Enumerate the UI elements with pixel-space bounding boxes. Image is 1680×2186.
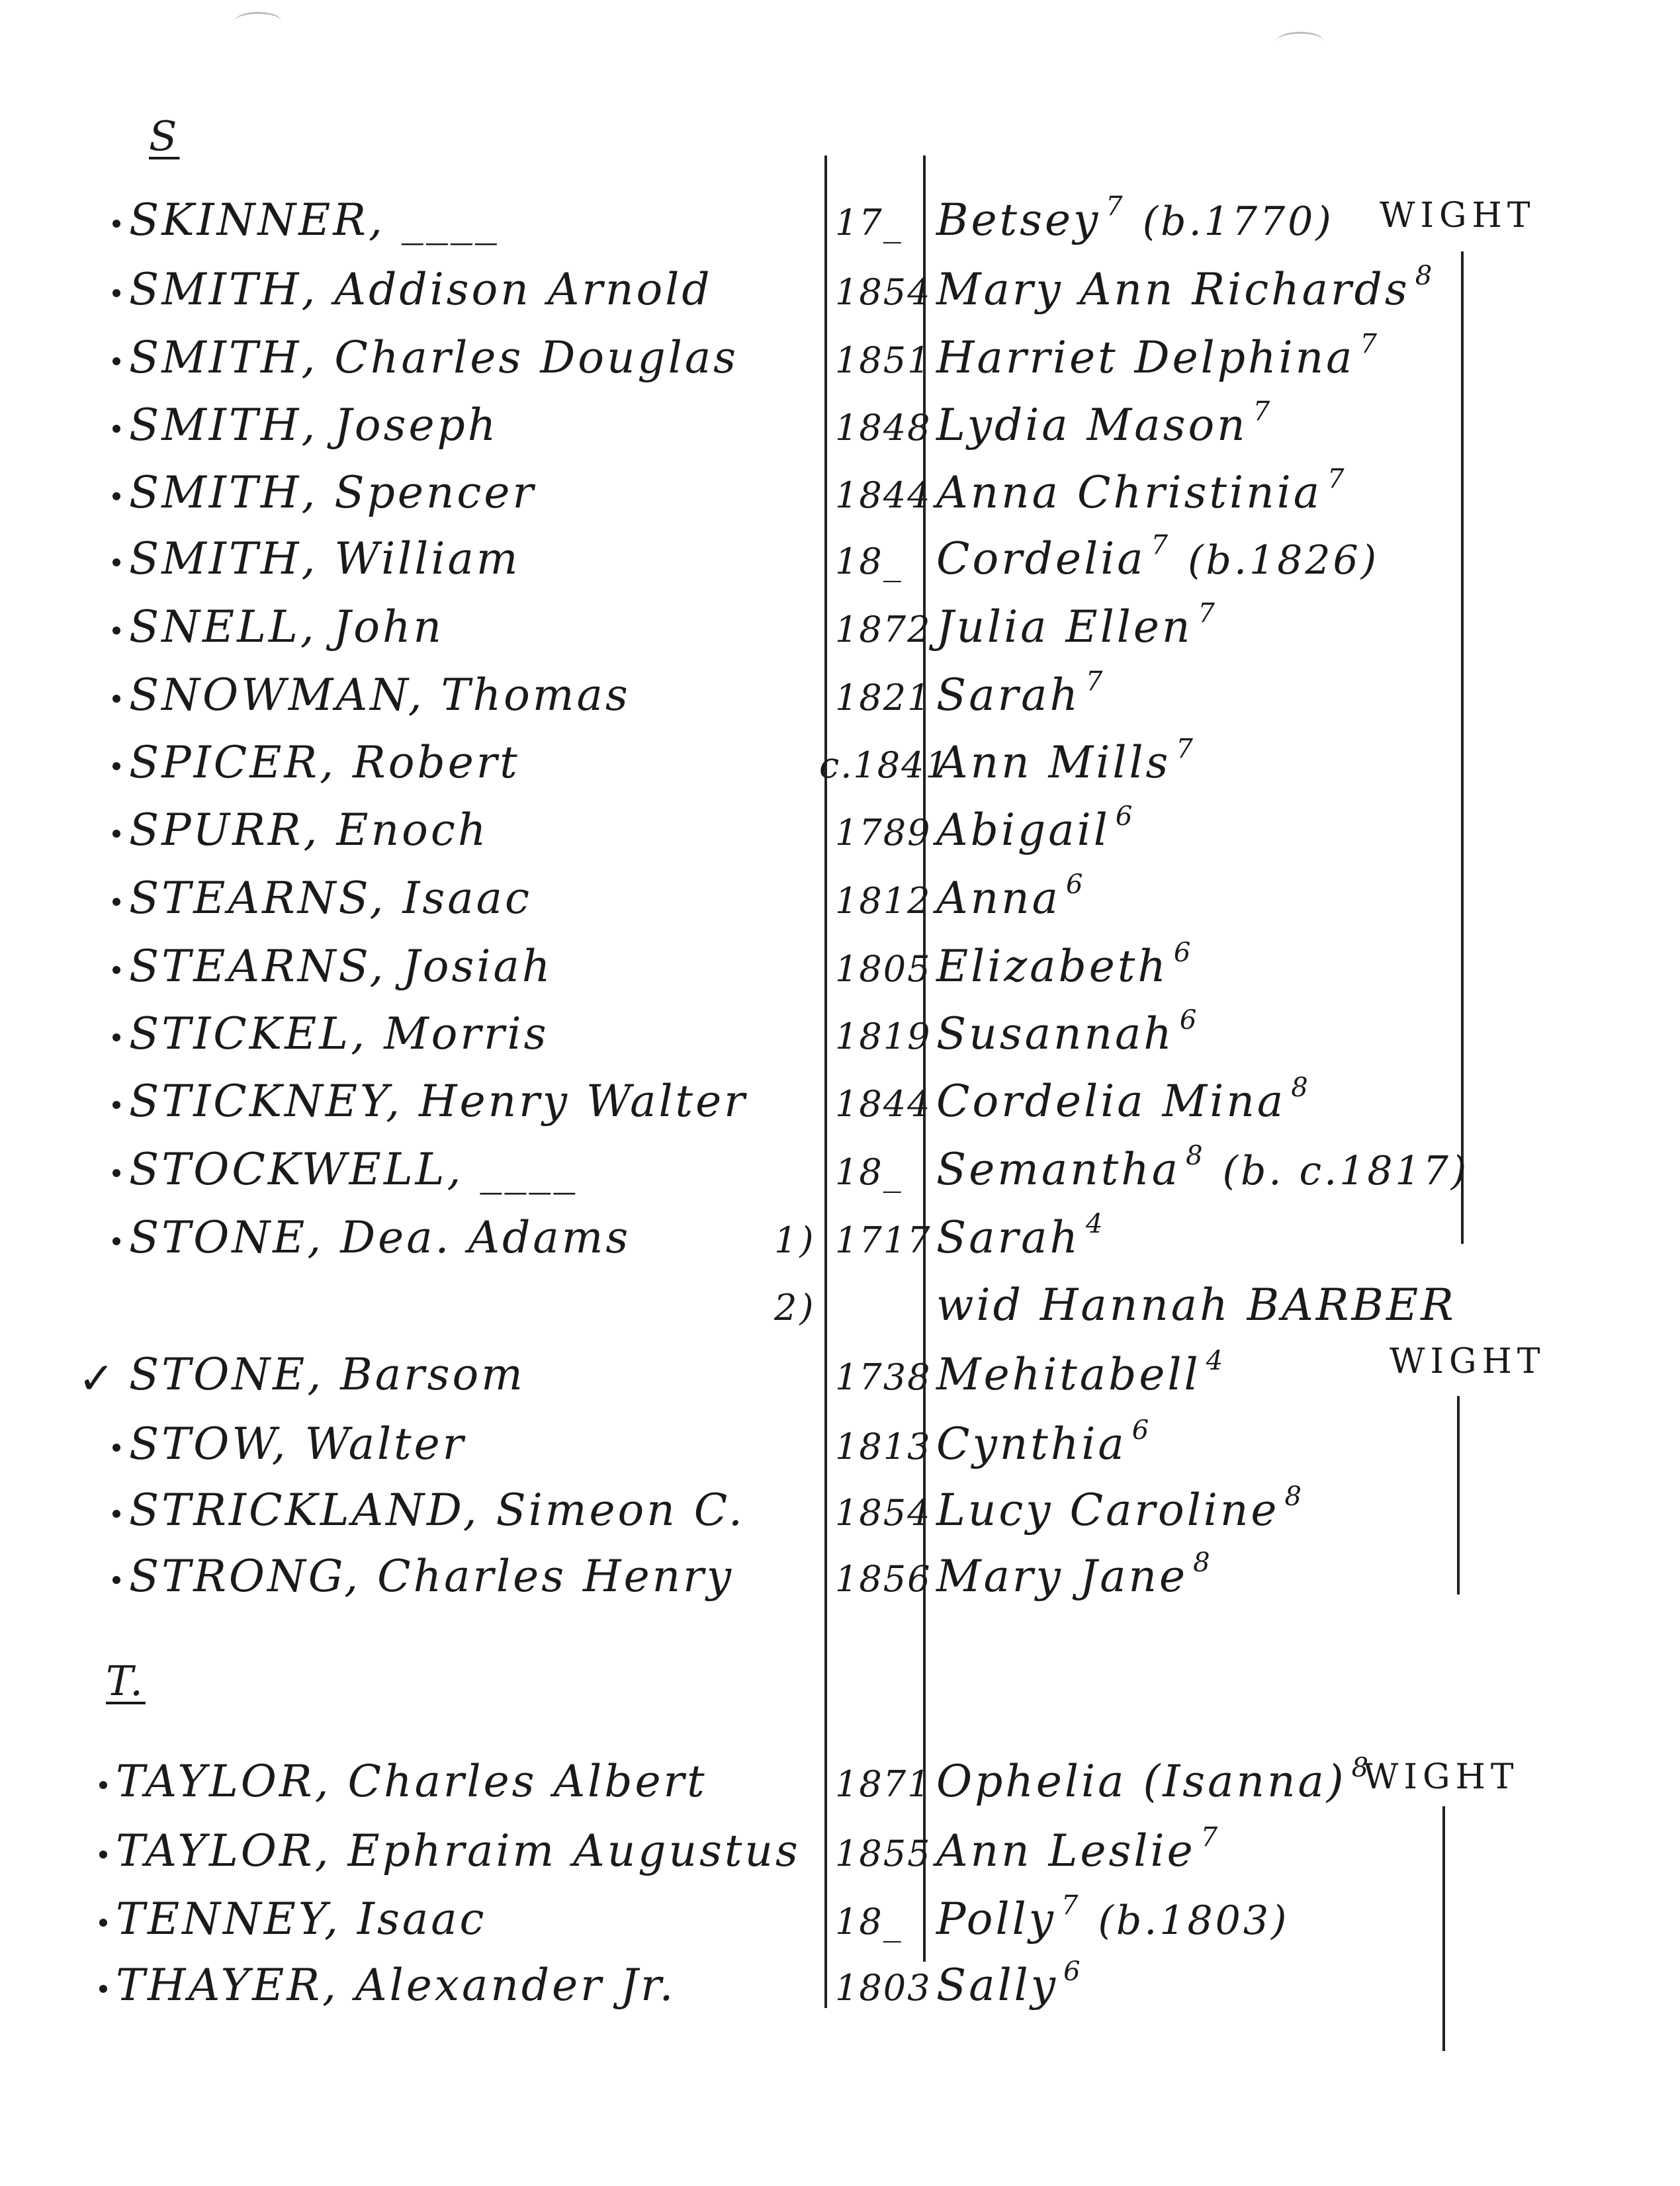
marriage-number: 2): [774, 1287, 817, 1329]
punch-hole-left: [235, 12, 281, 30]
list-item: [0, 1822, 1680, 1896]
spouse-name: [936, 396, 1270, 451]
generation-number: 8: [1415, 261, 1433, 291]
marriage-year: 18_: [835, 1151, 903, 1193]
list-item: [0, 261, 1680, 334]
spouse-name: [936, 666, 1103, 721]
marriage-year: c.1841: [819, 744, 950, 786]
list-item: [0, 734, 1680, 807]
marriage-year: 1856: [835, 1558, 932, 1600]
spouse-name: [936, 1005, 1197, 1059]
marriage-year: 18_: [835, 541, 903, 582]
spouse-name: [936, 1481, 1302, 1536]
list-item: [0, 396, 1680, 470]
spouse-name: [936, 1822, 1218, 1876]
family-label-wight-2: WIGHT: [1390, 1342, 1546, 1381]
spouse-name: [936, 1346, 1223, 1400]
list-item: [0, 1956, 1680, 2030]
list-item: [0, 1415, 1680, 1489]
list-item: [0, 1890, 1680, 1964]
marriage-year: 1855: [835, 1833, 932, 1874]
list-item: [0, 801, 1680, 875]
generation-number: 7: [1085, 666, 1103, 697]
bullet-dot-icon: [112, 425, 120, 433]
spouse-name: [936, 1415, 1149, 1469]
generation-number: 7: [1151, 530, 1169, 560]
bullet-dot-icon: [112, 830, 120, 838]
spouse-name-text: Elizabeth: [936, 941, 1169, 992]
bullet-dot-icon: [112, 492, 120, 500]
spouse-name-text: Abigail: [936, 805, 1110, 855]
generation-number: 7: [1327, 464, 1345, 494]
generation-number: 7: [1198, 598, 1215, 629]
person-name: SPURR, Enoch: [129, 805, 489, 855]
generation-number: 7: [1253, 396, 1270, 427]
spouse-name: [936, 938, 1191, 992]
spouse-name-text: Cordelia: [936, 533, 1146, 584]
list-item: [0, 464, 1680, 537]
person-name: TAYLOR, Charles Albert: [116, 1756, 707, 1807]
spouse-name: [936, 329, 1377, 383]
bullet-dot-icon: [112, 1444, 120, 1452]
marriage-year: 1813: [835, 1426, 932, 1467]
generation-number: 6: [1066, 869, 1083, 900]
marriage-year: 1844: [835, 1083, 932, 1125]
spouse-name-text: Harriet Delphina: [936, 332, 1355, 383]
section-letter-s: S: [149, 112, 180, 160]
person-name: TAYLOR, Ephraim Augustus: [116, 1825, 801, 1876]
bullet-dot-icon: [112, 1576, 120, 1584]
generation-number: 4: [1085, 1209, 1103, 1239]
person-name: SKINNER, ____: [129, 195, 500, 245]
bullet-dot-icon: [112, 220, 120, 228]
spouse-name-text: Polly: [936, 1894, 1056, 1945]
list-item: [0, 1280, 1680, 1350]
bullet-dot-icon: [99, 1851, 107, 1858]
person-name: STEARNS, Isaac: [129, 873, 532, 924]
list-item: [0, 1548, 1680, 1621]
person-name: SNOWMAN, Thomas: [129, 670, 631, 721]
marriage-year: 1854: [835, 271, 932, 313]
marriage-year: 1872: [835, 609, 932, 650]
bullet-dot-icon: [112, 898, 120, 906]
list-item: [0, 666, 1680, 740]
bullet-dot-icon: [112, 1237, 120, 1245]
marriage-year: 1812: [835, 880, 932, 922]
list-item: [0, 1209, 1680, 1282]
spouse-name-text: Sarah: [936, 670, 1081, 721]
bullet-dot-icon: [112, 1169, 120, 1177]
person-name: SMITH, Charles Douglas: [129, 332, 739, 383]
spouse-name-text: Sally: [936, 1960, 1059, 2011]
generation-number: 8: [1193, 1548, 1210, 1578]
list-item: [0, 191, 1680, 265]
bullet-dot-icon: [112, 1101, 120, 1109]
list-item: [0, 869, 1680, 943]
marriage-year: 1844: [835, 474, 932, 516]
list-item: [0, 1346, 1680, 1419]
bullet-dot-icon: [112, 1510, 120, 1518]
generation-number: 7: [1176, 734, 1193, 764]
bullet-dot-icon: [99, 1985, 107, 1993]
list-item: [0, 329, 1680, 402]
bullet-dot-icon: [99, 1919, 107, 1927]
marriage-year: 1851: [835, 339, 932, 381]
generation-number: 6: [1063, 1956, 1081, 1987]
spouse-name-text: Anna: [936, 873, 1061, 924]
spouse-name: [936, 530, 1380, 584]
generation-number: 8: [1284, 1481, 1302, 1512]
spouse-name-text: wid Hannah BARBER: [936, 1280, 1456, 1331]
list-item: [0, 530, 1680, 603]
marriage-number: 1): [774, 1219, 817, 1261]
bullet-dot-icon: [99, 1781, 107, 1789]
birth-note: (b.1770): [1142, 198, 1334, 245]
spouse-name: [936, 1548, 1210, 1602]
section-letter-t: T.: [106, 1657, 146, 1705]
spouse-name: [936, 1209, 1103, 1263]
person-name: STONE, Barsom: [129, 1349, 525, 1400]
family-label-wight-3: WIGHT: [1363, 1757, 1519, 1797]
person-name: SMITH, William: [129, 533, 521, 584]
list-item: [0, 1141, 1680, 1214]
list-item: [0, 1753, 1680, 1826]
marriage-year: 1819: [835, 1016, 932, 1057]
spouse-name-text: Cordelia Mina: [936, 1076, 1286, 1127]
list-item: [0, 598, 1680, 672]
person-name: STEARNS, Josiah: [129, 941, 553, 992]
list-item: [0, 1005, 1680, 1078]
bullet-dot-icon: [112, 627, 120, 634]
marriage-year: 1717: [835, 1219, 932, 1261]
person-name: SMITH, Joseph: [129, 400, 499, 451]
person-name: TENNEY, Isaac: [116, 1894, 487, 1945]
spouse-name: [936, 191, 1334, 245]
generation-number: 6: [1173, 938, 1191, 968]
spouse-name-text: Lucy Caroline: [936, 1485, 1280, 1536]
bullet-dot-icon: [112, 695, 120, 703]
generation-number: 8: [1186, 1141, 1203, 1171]
spouse-name: [936, 1141, 1470, 1195]
marriage-year: 18_: [835, 1901, 903, 1943]
spouse-name-text: Mehitabell: [936, 1349, 1201, 1400]
person-name: SNELL, John: [129, 601, 444, 652]
spouse-name-text: Lydia Mason: [936, 400, 1248, 451]
generation-number: 4: [1206, 1346, 1223, 1376]
punch-hole-right: [1277, 32, 1323, 50]
person-name: SPICER, Robert: [129, 737, 520, 788]
spouse-name-text: Julia Ellen: [936, 601, 1193, 652]
spouse-name-text: Ann Mills: [936, 737, 1171, 788]
person-name: STOCKWELL, ____: [129, 1144, 578, 1195]
generation-number: 8: [1291, 1072, 1308, 1103]
person-name: STRONG, Charles Henry: [129, 1551, 734, 1602]
spouse-name: [936, 869, 1083, 924]
marriage-year: 1848: [835, 407, 932, 449]
bullet-dot-icon: [112, 357, 120, 365]
person-name: SMITH, Spencer: [129, 467, 537, 518]
spouse-name: [936, 1890, 1290, 1945]
generation-number: 6: [1179, 1005, 1197, 1035]
spouse-name: [936, 261, 1433, 315]
marriage-year: 1789: [835, 812, 932, 853]
person-name: STICKEL, Morris: [129, 1008, 549, 1059]
spouse-name-text: Betsey: [936, 195, 1101, 245]
marriage-year: 17_: [835, 202, 903, 243]
bullet-dot-icon: [112, 289, 120, 297]
list-item: [0, 938, 1680, 1011]
person-name: STOW, Walter: [129, 1419, 466, 1469]
generation-number: 8: [1351, 1753, 1369, 1783]
generation-number: 7: [1106, 191, 1123, 222]
spouse-name-text: Semantha: [936, 1144, 1181, 1195]
person-name: STRICKLAND, Simeon C.: [129, 1485, 745, 1536]
spouse-name: [936, 1280, 1456, 1331]
spouse-name-text: Ophelia (Isanna): [936, 1756, 1347, 1807]
birth-note: (b. c.1817): [1222, 1148, 1470, 1194]
spouse-name-text: Anna Christinia: [936, 467, 1323, 518]
marriage-year: 1738: [835, 1356, 932, 1398]
spouse-name: [936, 464, 1345, 518]
generation-number: 6: [1115, 801, 1133, 832]
spouse-name-text: Mary Ann Richards: [936, 264, 1410, 315]
spouse-name-text: Mary Jane: [936, 1551, 1188, 1602]
generation-number: 7: [1061, 1890, 1079, 1921]
spouse-name: [936, 1753, 1369, 1807]
marriage-year: 1803: [835, 1967, 932, 2009]
marriage-year: 1854: [835, 1492, 932, 1534]
family-label-wight-1: WIGHT: [1380, 196, 1536, 236]
bullet-dot-icon: [112, 966, 120, 974]
list-item: [0, 1481, 1680, 1555]
spouse-name-text: Ann Leslie: [936, 1825, 1196, 1876]
generation-number: 7: [1200, 1822, 1218, 1853]
person-name: STONE, Dea. Adams: [129, 1212, 631, 1263]
bullet-dot-icon: [112, 1033, 120, 1041]
person-name: SMITH, Addison Arnold: [129, 264, 713, 315]
generation-number: 7: [1360, 329, 1377, 359]
spouse-name: [936, 801, 1133, 855]
marriage-year: 1821: [835, 677, 932, 719]
spouse-name: [936, 1956, 1081, 2011]
generation-number: 6: [1131, 1415, 1149, 1446]
check-mark-icon: ✓: [78, 1353, 115, 1404]
spouse-name-text: Sarah: [936, 1212, 1081, 1263]
bullet-dot-icon: [112, 558, 120, 566]
spouse-name-text: Cynthia: [936, 1419, 1127, 1469]
marriage-year: 1871: [835, 1763, 932, 1805]
spouse-name: [936, 598, 1215, 652]
birth-note: (b.1803): [1098, 1898, 1290, 1944]
birth-note: (b.1826): [1188, 537, 1380, 584]
list-item: [0, 1072, 1680, 1146]
spouse-name: [936, 734, 1193, 788]
spouse-name-text: Susannah: [936, 1008, 1174, 1059]
spouse-name: [936, 1072, 1308, 1127]
person-name: THAYER, Alexander Jr.: [116, 1960, 676, 2011]
bullet-dot-icon: [112, 762, 120, 770]
marriage-year: 1805: [835, 948, 932, 990]
person-name: STICKNEY, Henry Walter: [129, 1076, 748, 1127]
